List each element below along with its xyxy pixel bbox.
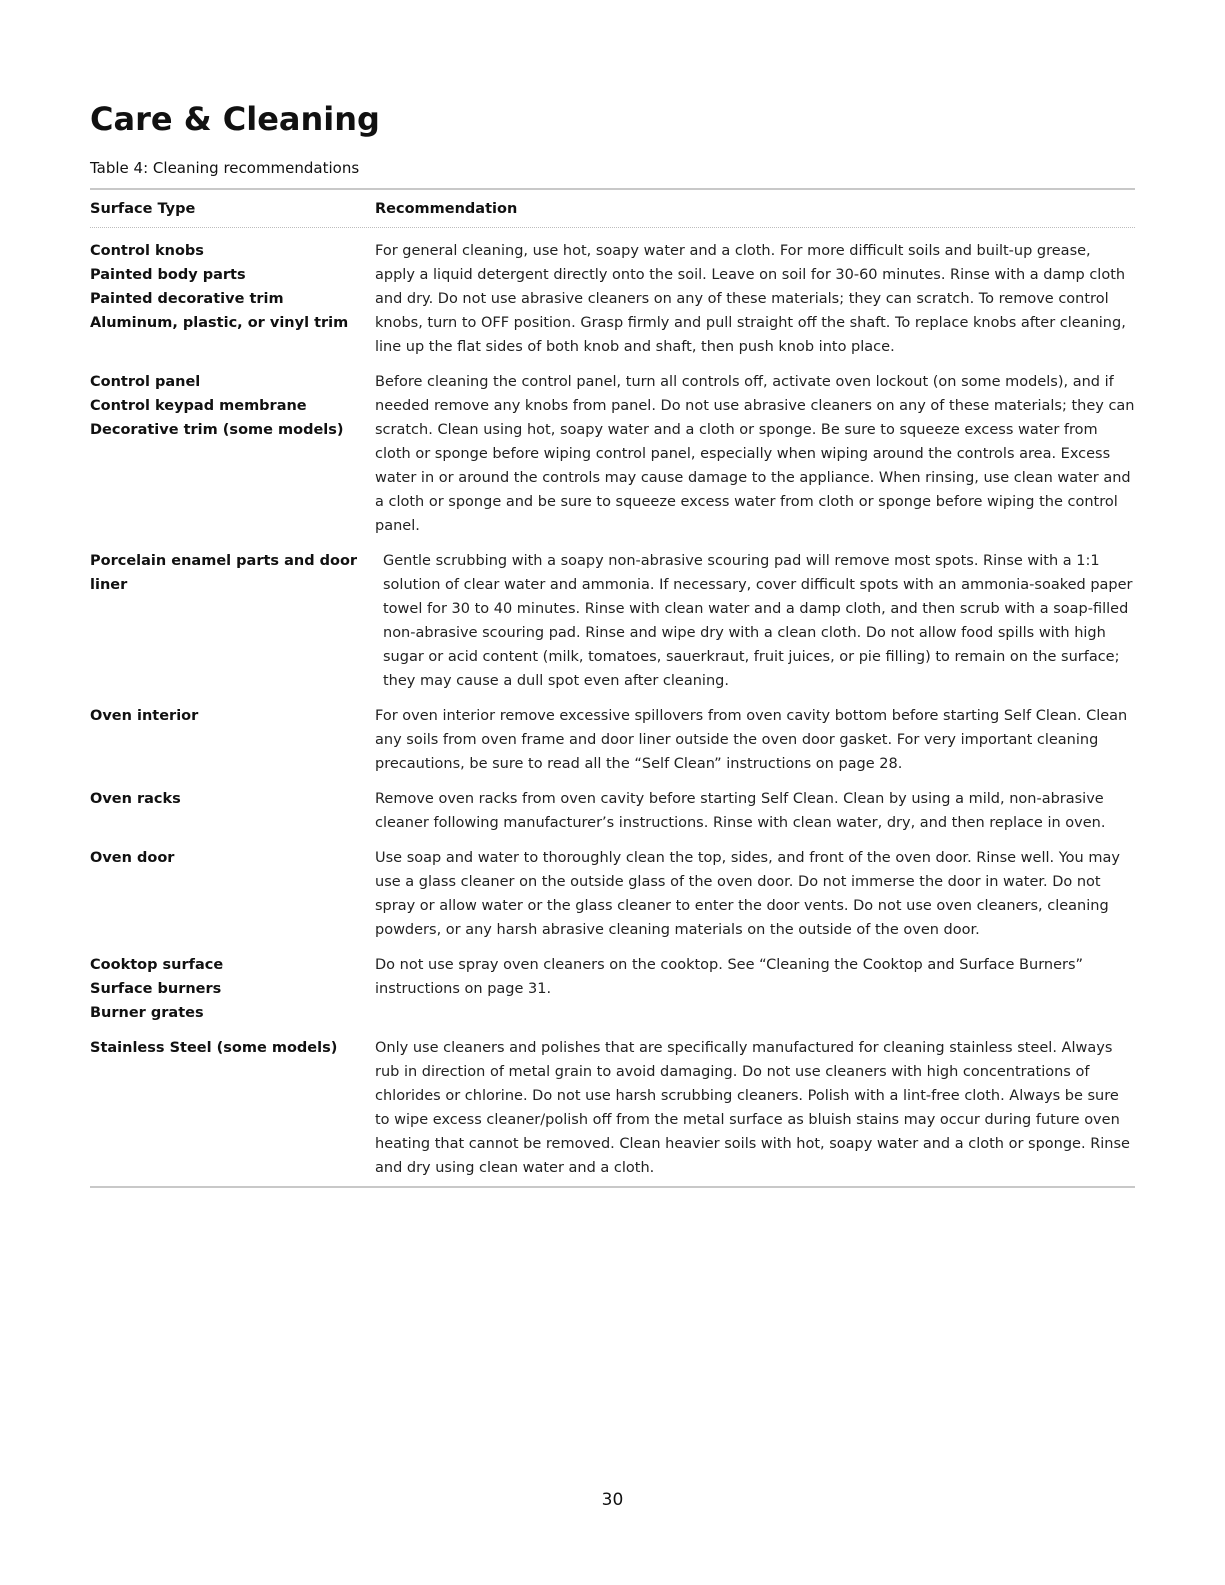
table-row <box>90 239 1135 359</box>
page-title: Care & Cleaning <box>90 100 380 138</box>
recommendation-cell: For general cleaning, use hot, soapy water and a cloth. For more difficult soils and built-up grease, apply a liquid detergent directly onto the soil. Leave on soil for 30-60 minutes. Rinse with a damp cloth and dry. Do not use abrasive cleaners on any of these materials; they can scratch. To remove control knobs, turn to OFF position. Grasp firmly and pull straight off the shaft. To replace knobs after cleaning, line up the flat sides of both knob and shaft, then push knob into place. <box>375 243 1126 355</box>
table-body <box>90 228 1135 1180</box>
table-header-row <box>90 190 1135 227</box>
header-surface-type: Surface Type <box>90 200 196 217</box>
surface-type-label: Painted body parts <box>90 267 246 283</box>
header-recommendation: Recommendation <box>375 200 518 217</box>
table-row <box>90 370 1135 538</box>
recommendation-cell: Only use cleaners and polishes that are specifically manufactured for cleaning stainless steel. Always rub in direction of metal grain to avoid damaging. Do not use cleaners with high concentrations of chlorides or chlorine. Do not use harsh scrubbing cleaners. Polish with a lint-free cloth. Always be sure to wipe excess cleaner/polish off from the metal surface as bluish stains may occur during future oven heating that cannot be removed. Clean heavier soils with hot, soapy water and a cloth or sponge. Rinse and dry using clean water and a cloth. <box>375 1040 1130 1176</box>
surface-type-label: Control keypad membrane <box>90 398 307 414</box>
surface-type-cell <box>90 370 375 442</box>
table-row <box>90 1036 1135 1180</box>
recommendation-cell: Use soap and water to thoroughly clean the top, sides, and front of the oven door. Rinse well. You may use a glass cleaner on the outside glass of the oven door. Do not immerse the door in water. Do not spray or allow water or the glass cleaner to enter the door vents. Do not use oven cleaners, cleaning powders, or any harsh abrasive cleaning materials on the outside of the oven door. <box>375 850 1120 938</box>
recommendation-cell: Remove oven racks from oven cavity before starting Self Clean. Clean by using a mild, non-abrasive cleaner following manufacturer’s instructions. Rinse with clean water, dry, and then replace in oven. <box>375 791 1106 831</box>
surface-type-label: Burner grates <box>90 1005 204 1021</box>
surface-type-label: Control panel <box>90 374 201 390</box>
surface-type-cell <box>90 704 375 728</box>
surface-type-cell <box>90 953 375 1025</box>
surface-type-cell <box>90 846 375 870</box>
surface-type-label: Oven racks <box>90 791 181 807</box>
surface-type-label: Painted decorative trim <box>90 291 284 307</box>
recommendation-cell: For oven interior remove excessive spillovers from oven cavity bottom before starting Self Clean. Clean any soils from oven frame and door liner outside the oven door gasket. For very important cleaning precautions, be sure to read all the “Self Clean” instructions on page 28. <box>375 708 1128 772</box>
table-bottom-rule <box>90 1186 1135 1188</box>
surface-type-label: Stainless Steel (some models) <box>90 1040 338 1056</box>
surface-type-label: Oven door <box>90 850 175 866</box>
surface-type-label: Decorative trim (some models) <box>90 422 344 438</box>
surface-type-cell <box>90 1036 375 1060</box>
recommendation-cell: Do not use spray oven cleaners on the cooktop. See “Cleaning the Cooktop and Surface Burners” instructions on page 31. <box>375 957 1084 997</box>
recommendation-cell: Before cleaning the control panel, turn all controls off, activate oven lockout (on some models), and if needed remove any knobs from panel. Do not use abrasive cleaners on any of these materials; they can scratch. Clean using hot, soapy water and a cloth or sponge. Be sure to squeeze excess water from cloth or sponge before wiping control panel, especially when wiping around the controls area. Excess water in or around the controls may cause damage to the appliance. When rinsing, use clean water and a cloth or sponge and be sure to squeeze excess water from cloth or sponge before wiping the control panel. <box>375 374 1135 534</box>
surface-type-label: Oven interior <box>90 708 199 724</box>
page-number: 30 <box>601 1490 624 1510</box>
recommendation-cell: Gentle scrubbing with a soapy non-abrasive scouring pad will remove most spots. Rinse with a 1:1 solution of clear water and ammonia. If necessary, cover difficult spots with an ammonia-soaked paper towel for 30 to 40 minutes. Rinse with clean water and a damp cloth, and then scrub with a soap-filled non-abrasive scouring pad. Rinse and wipe dry with a clean cloth. Do not allow food spills with high sugar or acid content (milk, tomatoes, sauerkraut, fruit juices, or pie filling) to remain on the surface; they may cause a dull spot even after cleaning. <box>383 553 1133 689</box>
table-row <box>90 953 1135 1025</box>
table-row <box>90 704 1135 776</box>
cleaning-table <box>90 188 1135 1188</box>
surface-type-label: Surface burners <box>90 981 222 997</box>
surface-type-label: Porcelain enamel parts and door liner <box>90 553 358 593</box>
surface-type-cell <box>90 549 383 597</box>
table-row <box>90 787 1135 835</box>
surface-type-label: Control knobs <box>90 243 204 259</box>
surface-type-cell <box>90 787 375 811</box>
table-row <box>90 549 1135 693</box>
table-row <box>90 846 1135 942</box>
surface-type-label: Aluminum, plastic, or vinyl trim <box>90 315 349 331</box>
surface-type-cell <box>90 239 375 335</box>
table-caption: Table 4: Cleaning recommendations <box>90 159 360 177</box>
surface-type-label: Cooktop surface <box>90 957 224 973</box>
